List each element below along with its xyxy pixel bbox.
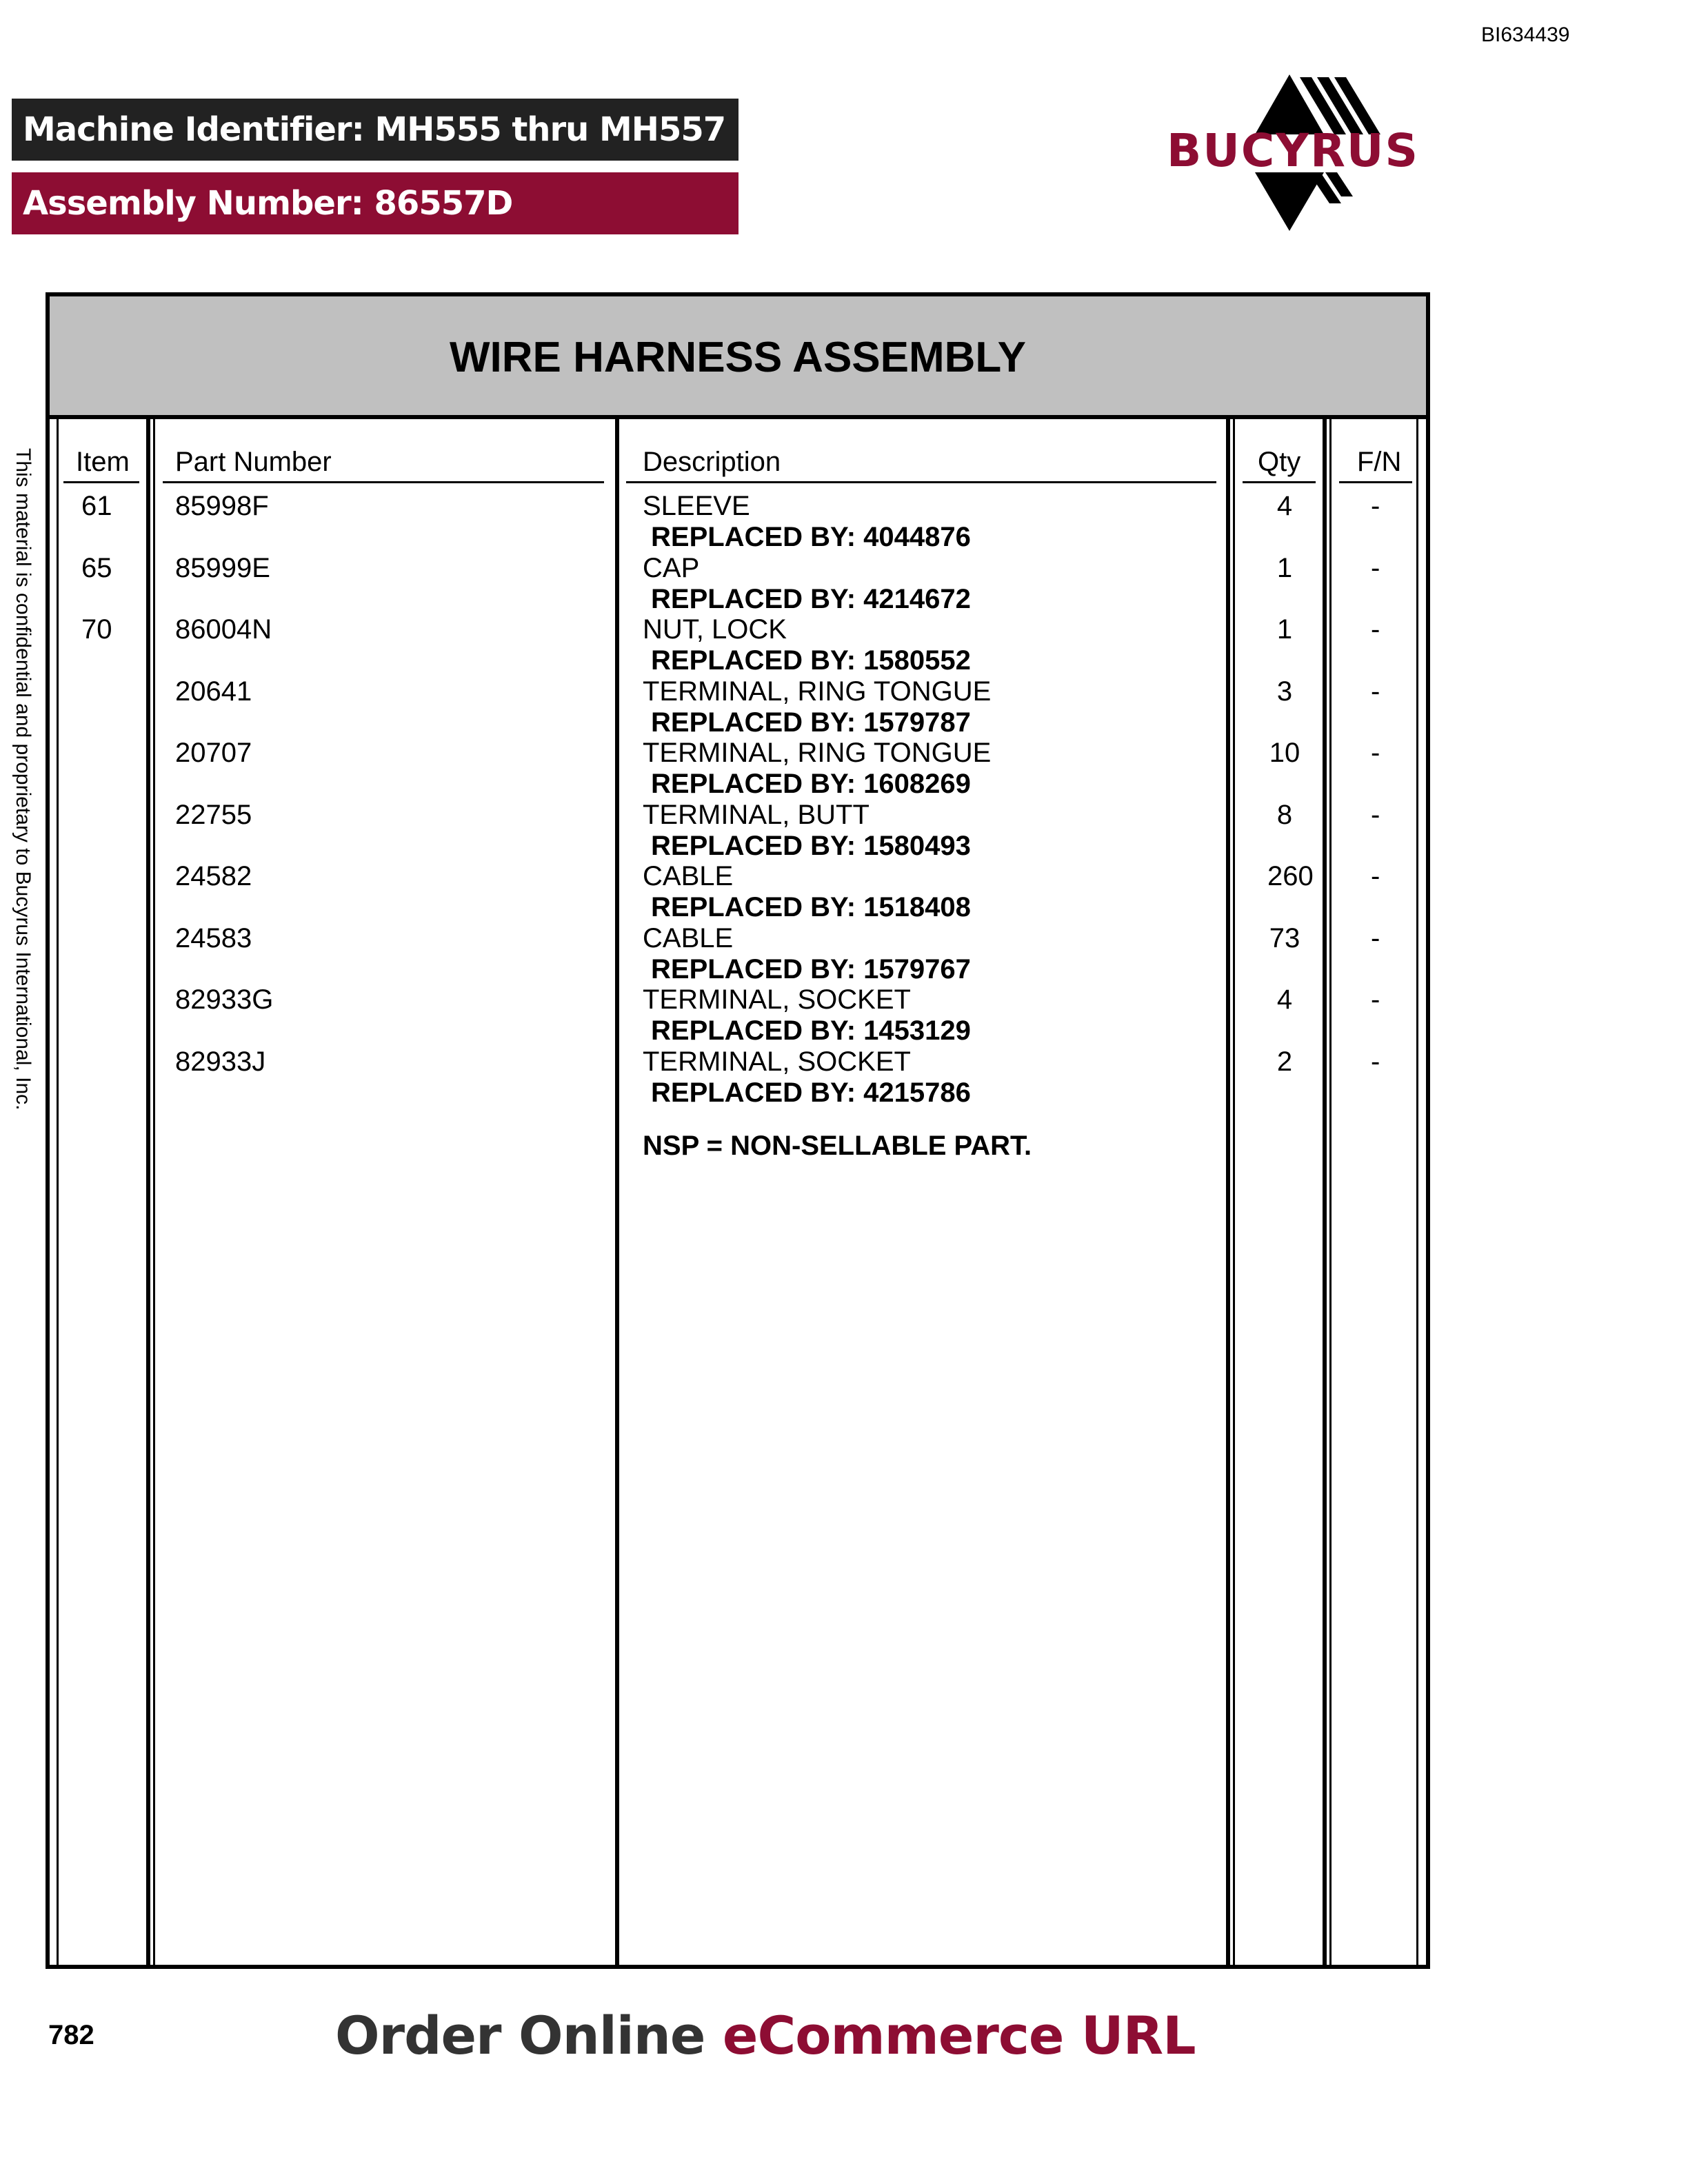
row-description: NUT, LOCK (643, 614, 787, 645)
row-fn: - (1371, 552, 1380, 583)
row-replaced-by: REPLACED BY: 4044876 (651, 522, 971, 552)
logo-text: BUCYRUS (1166, 124, 1420, 177)
row-replaced-by: REPLACED BY: 4214672 (651, 583, 971, 614)
column-divider (1226, 419, 1230, 1965)
row-qty: 10 (1269, 738, 1300, 768)
parts-table (46, 292, 1430, 1969)
machine-identifier-bar: Machine Identifier: MH555 thru MH557 (12, 99, 738, 161)
column-header-part-number: Part Number (175, 447, 332, 477)
row-part-number: 82933J (175, 1046, 266, 1077)
row-replaced-by: REPLACED BY: 1608269 (651, 769, 971, 799)
header-rule (163, 481, 604, 483)
row-item: 70 (81, 614, 112, 645)
row-qty: 4 (1276, 491, 1293, 521)
row-part-number: 82933G (175, 984, 274, 1015)
header-rule (63, 481, 139, 483)
row-qty: 4 (1276, 984, 1293, 1015)
row-qty: 8 (1276, 799, 1293, 830)
row-fn: - (1371, 614, 1380, 645)
row-part-number: 20641 (175, 676, 252, 707)
row-description: TERMINAL, SOCKET (643, 1046, 911, 1077)
column-header-qty: Qty (1258, 447, 1301, 477)
ecommerce-url-text: eCommerce URL (722, 2005, 1196, 2066)
order-online-link[interactable] (335, 2005, 1196, 2066)
row-fn: - (1371, 922, 1380, 953)
row-description: SLEEVE (643, 491, 750, 521)
row-qty: 1 (1276, 614, 1293, 645)
row-part-number: 86004N (175, 614, 272, 645)
column-divider (146, 419, 150, 1965)
page-number: 782 (48, 2020, 94, 2050)
row-description: TERMINAL, RING TONGUE (643, 738, 992, 768)
column-divider (1416, 419, 1418, 1965)
row-replaced-by: REPLACED BY: 1580552 (651, 645, 971, 676)
confidentiality-note: This material is confidential and proprietary to Bucyrus International, Inc. (12, 448, 34, 1111)
row-qty: 73 (1269, 922, 1300, 953)
column-header-description: Description (643, 447, 781, 477)
row-description: TERMINAL, SOCKET (643, 984, 911, 1015)
row-qty: 1 (1276, 552, 1293, 583)
column-divider (1323, 419, 1327, 1965)
row-fn: - (1371, 799, 1380, 830)
header-rule (626, 481, 1216, 483)
document-id: BI634439 (1481, 23, 1570, 46)
assembly-number-bar: Assembly Number: 86557D (12, 172, 738, 234)
row-fn: - (1371, 1046, 1380, 1077)
header-rule (1243, 481, 1316, 483)
row-part-number: 20707 (175, 738, 252, 768)
column-header-fn: F/N (1357, 447, 1402, 477)
row-replaced-by: REPLACED BY: 1580493 (651, 830, 971, 861)
table-title: WIRE HARNESS ASSEMBLY (50, 296, 1426, 419)
column-header-item: Item (76, 447, 130, 477)
row-replaced-by: REPLACED BY: 4215786 (651, 1077, 971, 1108)
column-divider (153, 419, 155, 1965)
row-description: CABLE (643, 922, 734, 953)
row-description: CAP (643, 552, 700, 583)
bucyrus-logo (1152, 69, 1434, 241)
row-qty: 260 (1267, 861, 1314, 891)
row-qty: 2 (1276, 1046, 1293, 1077)
row-qty: 3 (1276, 676, 1293, 707)
row-replaced-by: REPLACED BY: 1453129 (651, 1015, 971, 1046)
row-fn: - (1371, 676, 1380, 707)
column-divider (57, 419, 59, 1965)
row-description: TERMINAL, BUTT (643, 799, 870, 830)
column-divider (1329, 419, 1332, 1965)
column-divider (1233, 419, 1235, 1965)
row-fn: - (1371, 984, 1380, 1015)
header-rule (1339, 481, 1412, 483)
row-description: TERMINAL, RING TONGUE (643, 676, 992, 707)
order-online-text: Order Online (335, 2005, 723, 2066)
nsp-note: NSP = NON-SELLABLE PART. (643, 1131, 1032, 1161)
row-fn: - (1371, 861, 1380, 891)
row-item: 61 (81, 491, 112, 521)
column-divider (615, 419, 619, 1965)
row-replaced-by: REPLACED BY: 1579787 (651, 707, 971, 738)
row-item: 65 (81, 552, 112, 583)
row-part-number: 24582 (175, 861, 252, 891)
row-fn: - (1371, 491, 1380, 521)
row-part-number: 85999E (175, 552, 270, 583)
row-part-number: 85998F (175, 491, 269, 521)
row-part-number: 22755 (175, 799, 252, 830)
row-part-number: 24583 (175, 922, 252, 953)
row-description: CABLE (643, 861, 734, 891)
row-fn: - (1371, 738, 1380, 768)
row-replaced-by: REPLACED BY: 1518408 (651, 892, 971, 922)
row-replaced-by: REPLACED BY: 1579767 (651, 953, 971, 984)
